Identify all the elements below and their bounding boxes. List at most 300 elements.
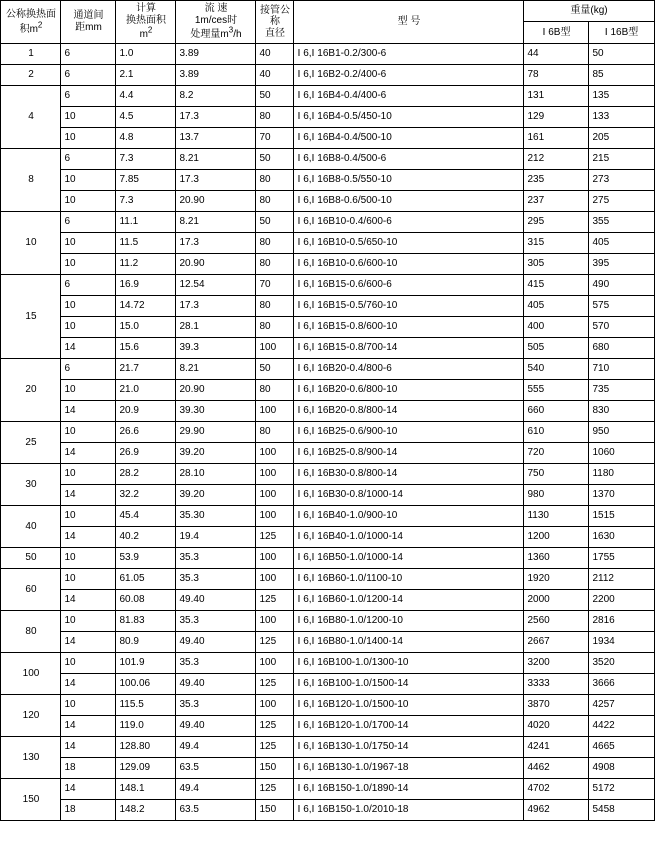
cell-weight-6b: 315 [524,232,589,253]
cell-pipe-diameter: 100 [256,400,294,421]
cell-model: Ⅰ 6,Ⅰ 16B100-1.0/1300-10 [294,652,524,673]
cell-weight-6b: 4020 [524,715,589,736]
cell-pipe-diameter: 100 [256,484,294,505]
cell-nominal-area: 4 [1,85,61,148]
cell-pipe-diameter: 125 [256,778,294,799]
cell-weight-16b: 1515 [589,505,654,526]
cell-flow-rate: 39.30 [176,400,256,421]
cell-channel-gap: 14 [61,337,116,358]
cell-channel-gap: 6 [61,274,116,295]
cell-flow-rate: 35.3 [176,652,256,673]
cell-model: Ⅰ 6,Ⅰ 16B10-0.4/600-6 [294,211,524,232]
cell-weight-6b: 305 [524,253,589,274]
cell-channel-gap: 10 [61,127,116,148]
table-row [1,736,654,757]
cell-weight-16b: 133 [589,106,654,127]
cell-channel-gap: 18 [61,757,116,778]
cell-pipe-diameter: 100 [256,568,294,589]
cell-weight-6b: 131 [524,85,589,106]
cell-pipe-diameter: 50 [256,358,294,379]
cell-calc-area: 128.80 [116,736,176,757]
cell-weight-6b: 540 [524,358,589,379]
cell-pipe-diameter: 80 [256,232,294,253]
cell-weight-6b: 555 [524,379,589,400]
header-weight-type-6b: Ⅰ 6B型 [524,22,589,43]
header-channel-gap [61,1,116,44]
table-row [1,106,654,127]
cell-weight-6b: 415 [524,274,589,295]
cell-pipe-diameter: 70 [256,127,294,148]
table-row [1,169,654,190]
cell-flow-rate: 19.4 [176,526,256,547]
cell-calc-area: 45.4 [116,505,176,526]
cell-channel-gap: 14 [61,484,116,505]
cell-nominal-area: 100 [1,652,61,694]
cell-nominal-area: 50 [1,547,61,568]
table-row [1,421,654,442]
header-nominal-area-sup: 2 [37,20,43,30]
cell-weight-16b: 735 [589,379,654,400]
cell-channel-gap: 14 [61,400,116,421]
header-weight: 重量(kg) [524,1,654,22]
cell-weight-6b: 4962 [524,799,589,820]
cell-model: Ⅰ 6,Ⅰ 16B150-1.0/2010-18 [294,799,524,820]
cell-model: Ⅰ 6,Ⅰ 16B10-0.5/650-10 [294,232,524,253]
cell-nominal-area: 10 [1,211,61,274]
table-row [1,526,654,547]
cell-flow-rate: 49.40 [176,715,256,736]
table-row [1,442,654,463]
cell-calc-area: 148.1 [116,778,176,799]
header-nominal-area [1,1,61,44]
cell-nominal-area: 60 [1,568,61,610]
cell-channel-gap: 10 [61,253,116,274]
cell-calc-area: 4.5 [116,106,176,127]
cell-weight-16b: 570 [589,316,654,337]
cell-channel-gap: 10 [61,316,116,337]
table-row [1,190,654,211]
table-row [1,463,654,484]
table-row [1,610,654,631]
cell-weight-16b: 4257 [589,694,654,715]
cell-channel-gap: 10 [61,295,116,316]
cell-calc-area: 81.83 [116,610,176,631]
table-row [1,799,654,820]
cell-weight-6b: 1920 [524,568,589,589]
cell-weight-6b: 3333 [524,673,589,694]
cell-pipe-diameter: 125 [256,736,294,757]
cell-calc-area: 61.05 [116,568,176,589]
cell-weight-16b: 1630 [589,526,654,547]
cell-weight-16b: 5172 [589,778,654,799]
cell-model: Ⅰ 6,Ⅰ 16B50-1.0/1000-14 [294,547,524,568]
cell-channel-gap: 10 [61,547,116,568]
cell-weight-6b: 2560 [524,610,589,631]
cell-model: Ⅰ 6,Ⅰ 16B60-1.0/1200-14 [294,589,524,610]
cell-model: Ⅰ 6,Ⅰ 16B25-0.8/900-14 [294,442,524,463]
cell-model: Ⅰ 6,Ⅰ 16B15-0.8/700-14 [294,337,524,358]
table-row [1,148,654,169]
cell-model: Ⅰ 6,Ⅰ 16B25-0.6/900-10 [294,421,524,442]
table-row [1,64,654,85]
cell-calc-area: 15.0 [116,316,176,337]
cell-weight-6b: 750 [524,463,589,484]
table-row [1,568,654,589]
cell-weight-16b: 205 [589,127,654,148]
cell-weight-16b: 4422 [589,715,654,736]
cell-model: Ⅰ 6,Ⅰ 16B120-1.0/1700-14 [294,715,524,736]
cell-model: Ⅰ 6,Ⅰ 16B15-0.5/760-10 [294,295,524,316]
cell-flow-rate: 35.3 [176,547,256,568]
cell-weight-16b: 405 [589,232,654,253]
cell-calc-area: 11.1 [116,211,176,232]
cell-weight-6b: 161 [524,127,589,148]
cell-nominal-area: 120 [1,694,61,736]
cell-flow-rate: 17.3 [176,106,256,127]
cell-model: Ⅰ 6,Ⅰ 16B120-1.0/1500-10 [294,694,524,715]
cell-pipe-diameter: 100 [256,610,294,631]
cell-channel-gap: 10 [61,463,116,484]
cell-channel-gap: 14 [61,631,116,652]
cell-calc-area: 4.4 [116,85,176,106]
cell-weight-6b: 4462 [524,757,589,778]
cell-weight-6b: 505 [524,337,589,358]
cell-weight-16b: 830 [589,400,654,421]
cell-calc-area: 7.85 [116,169,176,190]
cell-channel-gap: 6 [61,85,116,106]
cell-pipe-diameter: 100 [256,442,294,463]
table-row [1,211,654,232]
cell-weight-6b: 1200 [524,526,589,547]
cell-pipe-diameter: 125 [256,631,294,652]
cell-weight-16b: 355 [589,211,654,232]
cell-nominal-area: 150 [1,778,61,820]
header-channel-gap-line1: 通道间 [73,10,104,22]
table-row [1,757,654,778]
cell-model: Ⅰ 6,Ⅰ 16B8-0.4/500-6 [294,148,524,169]
cell-model: Ⅰ 6,Ⅰ 16B20-0.4/800-6 [294,358,524,379]
cell-weight-16b: 490 [589,274,654,295]
cell-channel-gap: 10 [61,379,116,400]
cell-weight-6b: 4241 [524,736,589,757]
cell-weight-6b: 2000 [524,589,589,610]
cell-flow-rate: 8.21 [176,211,256,232]
table-row [1,589,654,610]
cell-pipe-diameter: 50 [256,85,294,106]
cell-pipe-diameter: 80 [256,190,294,211]
cell-calc-area: 21.0 [116,379,176,400]
cell-model: Ⅰ 6,Ⅰ 16B150-1.0/1890-14 [294,778,524,799]
cell-calc-area: 11.2 [116,253,176,274]
cell-model: Ⅰ 6,Ⅰ 16B130-1.0/1967-18 [294,757,524,778]
cell-channel-gap: 14 [61,589,116,610]
cell-calc-area: 11.5 [116,232,176,253]
cell-weight-6b: 4702 [524,778,589,799]
cell-weight-16b: 575 [589,295,654,316]
cell-flow-rate: 20.90 [176,379,256,400]
cell-pipe-diameter: 80 [256,295,294,316]
cell-flow-rate: 17.3 [176,169,256,190]
cell-nominal-area: 80 [1,610,61,652]
table-row [1,379,654,400]
cell-channel-gap: 10 [61,232,116,253]
header-flow-line2: 1m/ces时 [194,14,238,26]
cell-model: Ⅰ 6,Ⅰ 16B30-0.8/800-14 [294,463,524,484]
cell-flow-rate: 39.3 [176,337,256,358]
cell-calc-area: 101.9 [116,652,176,673]
table-header [1,1,654,44]
cell-flow-rate: 3.89 [176,43,256,64]
cell-flow-rate: 28.10 [176,463,256,484]
header-weight-type-16b: Ⅰ 16B型 [589,22,654,43]
cell-pipe-diameter: 100 [256,463,294,484]
cell-weight-6b: 660 [524,400,589,421]
cell-calc-area: 1.0 [116,43,176,64]
cell-calc-area: 15.6 [116,337,176,358]
cell-model: Ⅰ 6,Ⅰ 16B8-0.6/500-10 [294,190,524,211]
table-row [1,715,654,736]
table-row [1,232,654,253]
cell-channel-gap: 10 [61,505,116,526]
cell-pipe-diameter: 80 [256,316,294,337]
cell-weight-16b: 275 [589,190,654,211]
cell-flow-rate: 3.89 [176,64,256,85]
cell-weight-16b: 3666 [589,673,654,694]
cell-model: Ⅰ 6,Ⅰ 16B20-0.8/800-14 [294,400,524,421]
cell-nominal-area: 20 [1,358,61,421]
cell-weight-6b: 3870 [524,694,589,715]
cell-weight-16b: 3520 [589,652,654,673]
cell-channel-gap: 10 [61,169,116,190]
header-pipe-diameter-line2: 直径 [264,27,285,39]
cell-flow-rate: 49.40 [176,631,256,652]
cell-weight-16b: 5458 [589,799,654,820]
cell-nominal-area: 1 [1,43,61,64]
cell-calc-area: 16.9 [116,274,176,295]
cell-channel-gap: 6 [61,64,116,85]
header-nominal-area-line1: 公称换热面 [5,8,56,20]
cell-model: Ⅰ 6,Ⅰ 16B130-1.0/1750-14 [294,736,524,757]
cell-weight-16b: 395 [589,253,654,274]
cell-pipe-diameter: 125 [256,526,294,547]
table-row [1,253,654,274]
table-row [1,505,654,526]
cell-weight-6b: 400 [524,316,589,337]
cell-weight-16b: 2816 [589,610,654,631]
table-row [1,631,654,652]
cell-flow-rate: 49.4 [176,778,256,799]
cell-pipe-diameter: 80 [256,169,294,190]
cell-calc-area: 119.0 [116,715,176,736]
cell-weight-16b: 273 [589,169,654,190]
cell-pipe-diameter: 80 [256,421,294,442]
cell-pipe-diameter: 150 [256,799,294,820]
cell-flow-rate: 8.2 [176,85,256,106]
cell-weight-6b: 720 [524,442,589,463]
table-row [1,127,654,148]
cell-flow-rate: 8.21 [176,148,256,169]
cell-model: Ⅰ 6,Ⅰ 16B20-0.6/800-10 [294,379,524,400]
cell-weight-16b: 1755 [589,547,654,568]
cell-pipe-diameter: 100 [256,694,294,715]
cell-nominal-area: 40 [1,505,61,547]
cell-model: Ⅰ 6,Ⅰ 16B80-1.0/1400-14 [294,631,524,652]
table-row [1,337,654,358]
cell-weight-6b: 1130 [524,505,589,526]
table-row [1,43,654,64]
cell-weight-16b: 1934 [589,631,654,652]
cell-calc-area: 4.8 [116,127,176,148]
cell-model: Ⅰ 6,Ⅰ 16B4-0.4/500-10 [294,127,524,148]
cell-weight-16b: 1180 [589,463,654,484]
cell-weight-16b: 2112 [589,568,654,589]
cell-channel-gap: 10 [61,421,116,442]
table-row [1,673,654,694]
cell-calc-area: 60.08 [116,589,176,610]
cell-weight-6b: 1360 [524,547,589,568]
cell-model: Ⅰ 6,Ⅰ 16B8-0.5/550-10 [294,169,524,190]
cell-pipe-diameter: 50 [256,211,294,232]
cell-model: Ⅰ 6,Ⅰ 16B30-0.8/1000-14 [294,484,524,505]
header-flow-line3: 处理量m [190,29,229,41]
cell-calc-area: 26.6 [116,421,176,442]
cell-model: Ⅰ 6,Ⅰ 16B10-0.6/600-10 [294,253,524,274]
table-row [1,295,654,316]
cell-weight-6b: 212 [524,148,589,169]
cell-flow-rate: 35.3 [176,568,256,589]
cell-model: Ⅰ 6,Ⅰ 16B40-1.0/900-10 [294,505,524,526]
cell-flow-rate: 17.3 [176,232,256,253]
table-row [1,358,654,379]
cell-flow-rate: 29.90 [176,421,256,442]
cell-weight-16b: 680 [589,337,654,358]
cell-flow-rate: 20.90 [176,190,256,211]
cell-weight-6b: 237 [524,190,589,211]
cell-weight-6b: 129 [524,106,589,127]
cell-calc-area: 80.9 [116,631,176,652]
cell-channel-gap: 10 [61,610,116,631]
cell-weight-6b: 295 [524,211,589,232]
cell-calc-area: 28.2 [116,463,176,484]
cell-nominal-area: 130 [1,736,61,778]
cell-channel-gap: 6 [61,43,116,64]
cell-pipe-diameter: 100 [256,505,294,526]
cell-channel-gap: 10 [61,694,116,715]
cell-model: Ⅰ 6,Ⅰ 16B4-0.5/450-10 [294,106,524,127]
cell-weight-16b: 4665 [589,736,654,757]
cell-channel-gap: 10 [61,106,116,127]
table-row [1,778,654,799]
header-flow-sup: 3 [228,26,234,35]
cell-channel-gap: 14 [61,778,116,799]
cell-pipe-diameter: 125 [256,589,294,610]
cell-flow-rate: 39.20 [176,484,256,505]
cell-weight-16b: 710 [589,358,654,379]
cell-calc-area: 40.2 [116,526,176,547]
cell-nominal-area: 2 [1,64,61,85]
cell-calc-area: 129.09 [116,757,176,778]
cell-channel-gap: 14 [61,715,116,736]
cell-model: Ⅰ 6,Ⅰ 16B40-1.0/1000-14 [294,526,524,547]
cell-flow-rate: 12.54 [176,274,256,295]
cell-model: Ⅰ 6,Ⅰ 16B15-0.8/600-10 [294,316,524,337]
cell-weight-6b: 78 [524,64,589,85]
cell-pipe-diameter: 70 [256,274,294,295]
header-channel-gap-line2: 距mm [75,21,102,33]
cell-flow-rate: 49.4 [176,736,256,757]
header-calc-area-line1: 计算 [135,3,156,14]
table-row [1,316,654,337]
cell-calc-area: 26.9 [116,442,176,463]
cell-channel-gap: 14 [61,673,116,694]
cell-weight-6b: 44 [524,43,589,64]
cell-weight-16b: 2200 [589,589,654,610]
cell-channel-gap: 10 [61,190,116,211]
table-row [1,400,654,421]
table-row [1,694,654,715]
cell-calc-area: 2.1 [116,64,176,85]
table-row [1,85,654,106]
cell-weight-16b: 215 [589,148,654,169]
table-row [1,547,654,568]
cell-flow-rate: 13.7 [176,127,256,148]
cell-calc-area: 115.5 [116,694,176,715]
cell-weight-16b: 1060 [589,442,654,463]
cell-pipe-diameter: 80 [256,379,294,400]
cell-calc-area: 100.06 [116,673,176,694]
header-pipe-diameter-line1: 接管公称 [259,4,290,28]
cell-calc-area: 32.2 [116,484,176,505]
cell-pipe-diameter: 150 [256,757,294,778]
table-body [1,43,654,820]
cell-model: Ⅰ 6,Ⅰ 16B60-1.0/1100-10 [294,568,524,589]
cell-calc-area: 21.7 [116,358,176,379]
header-pipe-diameter [256,1,294,44]
cell-calc-area: 53.9 [116,547,176,568]
cell-flow-rate: 17.3 [176,295,256,316]
cell-channel-gap: 6 [61,148,116,169]
cell-weight-16b: 4908 [589,757,654,778]
header-calc-area-line2: 换热面积 [125,14,166,26]
cell-channel-gap: 6 [61,358,116,379]
cell-model: Ⅰ 6,Ⅰ 16B2-0.2/400-6 [294,64,524,85]
cell-channel-gap: 14 [61,736,116,757]
cell-flow-rate: 63.5 [176,799,256,820]
cell-weight-6b: 3200 [524,652,589,673]
cell-flow-rate: 63.5 [176,757,256,778]
cell-weight-6b: 235 [524,169,589,190]
cell-weight-16b: 950 [589,421,654,442]
table-row [1,274,654,295]
cell-model: Ⅰ 6,Ⅰ 16B15-0.6/600-6 [294,274,524,295]
header-model: 型 号 [294,1,524,44]
table-row [1,484,654,505]
cell-flow-rate: 28.1 [176,316,256,337]
cell-weight-16b: 85 [589,64,654,85]
cell-model: Ⅰ 6,Ⅰ 16B80-1.0/1200-10 [294,610,524,631]
cell-pipe-diameter: 125 [256,673,294,694]
header-flow-rate [176,1,256,44]
cell-channel-gap: 18 [61,799,116,820]
cell-weight-6b: 405 [524,295,589,316]
cell-flow-rate: 39.20 [176,442,256,463]
table-row [1,652,654,673]
cell-channel-gap: 14 [61,442,116,463]
cell-calc-area: 14.72 [116,295,176,316]
cell-nominal-area: 15 [1,274,61,358]
cell-pipe-diameter: 80 [256,253,294,274]
cell-pipe-diameter: 100 [256,547,294,568]
